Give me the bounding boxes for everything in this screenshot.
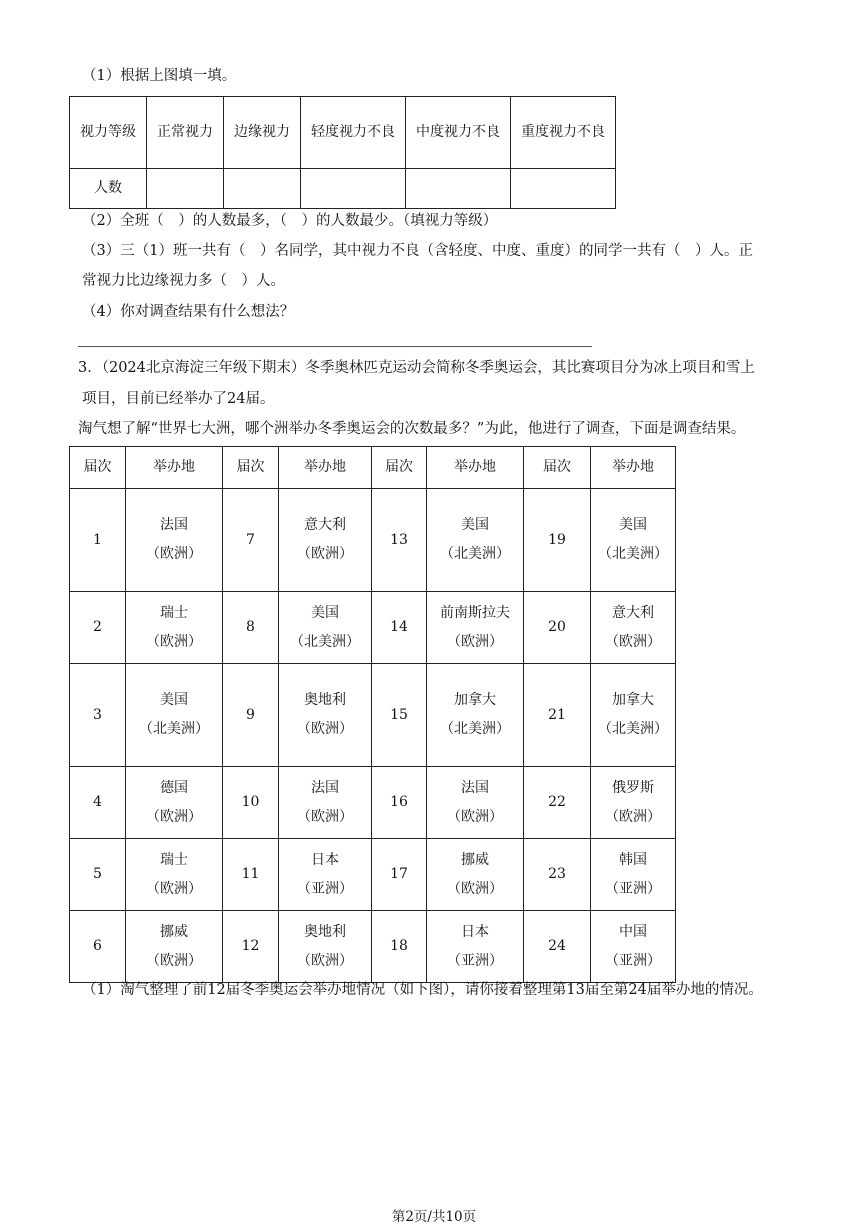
winter-olympics-host-table bbox=[69, 446, 676, 983]
edition-number: 6 bbox=[70, 911, 126, 983]
host-continent: （北美洲） bbox=[440, 546, 510, 562]
header-cell: 届次 bbox=[524, 447, 591, 489]
header-cell: 举办地 bbox=[591, 447, 676, 489]
header-cell: 边缘视力 bbox=[224, 97, 301, 169]
host-cell bbox=[591, 489, 676, 592]
host-cell bbox=[126, 489, 223, 592]
header-cell: 视力等级 bbox=[70, 97, 147, 169]
row-label: 人数 bbox=[70, 169, 147, 209]
edition-number: 10 bbox=[223, 767, 279, 839]
edition-number: 22 bbox=[524, 767, 591, 839]
host-country: 中国 bbox=[619, 923, 647, 940]
edition-number: 3 bbox=[70, 664, 126, 767]
host-cell bbox=[591, 839, 676, 911]
host-cell bbox=[279, 767, 372, 839]
edition-number: 17 bbox=[372, 839, 427, 911]
q2-sub3-line2: 常视力比边缘视力多（ ）人。 bbox=[82, 273, 285, 289]
host-country: 日本 bbox=[461, 923, 489, 940]
host-cell bbox=[427, 489, 524, 592]
host-country: 加拿大 bbox=[612, 692, 654, 708]
q2-sub4: （4）你对调查结果有什么想法？ bbox=[82, 304, 295, 320]
host-country: 美国 bbox=[619, 517, 647, 533]
host-cell bbox=[126, 664, 223, 767]
header-cell: 轻度视力不良 bbox=[301, 97, 406, 169]
host-country: 韩国 bbox=[619, 851, 647, 868]
header-cell: 正常视力 bbox=[147, 97, 224, 169]
host-cell bbox=[279, 839, 372, 911]
host-continent: （欧洲） bbox=[447, 808, 503, 825]
vision-level-table bbox=[69, 96, 616, 209]
edition-number: 1 bbox=[70, 489, 126, 592]
host-continent: （欧洲） bbox=[447, 880, 503, 897]
host-country: 法国 bbox=[461, 779, 489, 796]
edition-number: 5 bbox=[70, 839, 126, 911]
host-continent: （欧洲） bbox=[447, 633, 503, 650]
host-continent: （北美洲） bbox=[598, 546, 668, 562]
table-row bbox=[70, 489, 676, 592]
host-cell bbox=[126, 839, 223, 911]
edition-number: 23 bbox=[524, 839, 591, 911]
host-continent: （欧洲） bbox=[605, 633, 661, 650]
q3-intro-line3: 淘气想了解“世界七大洲，哪个洲举办冬季奥运会的次数最多？”为此，他进行了调查，下面是调查结果。 bbox=[78, 421, 746, 437]
answer-cell[interactable] bbox=[224, 169, 301, 209]
edition-number: 18 bbox=[372, 911, 427, 983]
answer-cell[interactable] bbox=[301, 169, 406, 209]
q2-sub1: （1）根据上图填一填。 bbox=[82, 68, 237, 84]
edition-number: 12 bbox=[223, 911, 279, 983]
host-country: 意大利 bbox=[304, 517, 346, 533]
edition-number: 14 bbox=[372, 592, 427, 664]
host-continent: （欧洲） bbox=[146, 808, 202, 825]
edition-number: 20 bbox=[524, 592, 591, 664]
host-cell bbox=[591, 592, 676, 664]
q2-sub3-line1: （3）三（1）班一共有（ ）名同学，其中视力不良（含轻度、中度、重度）的同学一共有（ ）人。正 bbox=[82, 243, 753, 259]
header-cell: 届次 bbox=[223, 447, 279, 489]
table-row bbox=[70, 911, 676, 983]
q2-sub2: （2）全班（ ）的人数最多，（ ）的人数最少。（填视力等级） bbox=[82, 213, 498, 229]
host-continent: （亚洲） bbox=[297, 880, 353, 897]
host-country: 美国 bbox=[160, 692, 188, 708]
host-continent: （欧洲） bbox=[605, 808, 661, 825]
host-continent: （欧洲） bbox=[146, 546, 202, 562]
host-cell bbox=[427, 767, 524, 839]
host-country: 法国 bbox=[311, 779, 339, 796]
edition-number: 24 bbox=[524, 911, 591, 983]
host-country: 挪威 bbox=[461, 851, 489, 868]
host-country: 挪威 bbox=[160, 923, 188, 940]
host-continent: （北美洲） bbox=[290, 633, 360, 650]
edition-number: 8 bbox=[223, 592, 279, 664]
host-continent: （欧洲） bbox=[146, 880, 202, 897]
host-cell bbox=[279, 592, 372, 664]
host-cell bbox=[126, 767, 223, 839]
host-cell bbox=[427, 911, 524, 983]
host-country: 德国 bbox=[160, 779, 188, 796]
host-continent: （欧洲） bbox=[297, 808, 353, 825]
edition-number: 4 bbox=[70, 767, 126, 839]
header-cell: 重度视力不良 bbox=[511, 97, 616, 169]
answer-cell[interactable] bbox=[406, 169, 511, 209]
table-row bbox=[70, 839, 676, 911]
edition-number: 19 bbox=[524, 489, 591, 592]
host-continent: （欧洲） bbox=[146, 952, 202, 969]
host-country: 前南斯拉夫 bbox=[440, 604, 510, 621]
q3-intro-line1: 3．（2024北京海淀三年级下期末）冬季奥林匹克运动会简称冬季奥运会，其比赛项目分为冰上项目和雪上 bbox=[78, 360, 755, 376]
host-country: 加拿大 bbox=[454, 692, 496, 708]
table-row bbox=[70, 664, 676, 767]
host-country: 美国 bbox=[461, 517, 489, 533]
edition-number: 15 bbox=[372, 664, 427, 767]
host-continent: （亚洲） bbox=[605, 880, 661, 897]
edition-number: 9 bbox=[223, 664, 279, 767]
host-cell bbox=[591, 767, 676, 839]
host-continent: （北美洲） bbox=[139, 721, 209, 737]
q3-sub1: （1）淘气整理了前12届冬季奥运会举办地情况（如下图），请你接着整理第13届至第24届举办地的情况。 bbox=[82, 982, 763, 998]
host-cell bbox=[591, 664, 676, 767]
edition-number: 11 bbox=[223, 839, 279, 911]
header-cell: 举办地 bbox=[126, 447, 223, 489]
host-continent: （欧洲） bbox=[297, 546, 353, 562]
host-country: 美国 bbox=[311, 604, 339, 621]
host-country: 俄罗斯 bbox=[612, 779, 654, 796]
host-cell bbox=[427, 592, 524, 664]
host-continent: （欧洲） bbox=[297, 952, 353, 969]
host-country: 法国 bbox=[160, 517, 188, 533]
edition-number: 13 bbox=[372, 489, 427, 592]
host-country: 瑞士 bbox=[160, 604, 188, 621]
host-country: 瑞士 bbox=[160, 851, 188, 868]
host-continent: （北美洲） bbox=[440, 721, 510, 737]
header-cell: 举办地 bbox=[279, 447, 372, 489]
host-country: 奥地利 bbox=[304, 692, 346, 708]
edition-number: 2 bbox=[70, 592, 126, 664]
edition-number: 7 bbox=[223, 489, 279, 592]
host-continent: （亚洲） bbox=[447, 952, 503, 969]
header-cell: 中度视力不良 bbox=[406, 97, 511, 169]
host-cell bbox=[279, 911, 372, 983]
host-cell bbox=[427, 839, 524, 911]
answer-cell[interactable] bbox=[147, 169, 224, 209]
host-country: 意大利 bbox=[612, 604, 654, 621]
host-continent: （亚洲） bbox=[605, 952, 661, 969]
host-cell bbox=[126, 592, 223, 664]
host-country: 奥地利 bbox=[304, 923, 346, 940]
edition-number: 16 bbox=[372, 767, 427, 839]
table-row bbox=[70, 767, 676, 839]
header-cell: 举办地 bbox=[427, 447, 524, 489]
q3-intro-line2: 项目，目前已经举办了24届。 bbox=[82, 391, 275, 407]
host-cell bbox=[591, 911, 676, 983]
host-continent: （北美洲） bbox=[598, 721, 668, 737]
answer-cell[interactable] bbox=[511, 169, 616, 209]
header-cell: 届次 bbox=[372, 447, 427, 489]
host-country: 日本 bbox=[311, 851, 339, 868]
host-continent: （欧洲） bbox=[297, 721, 353, 737]
host-cell bbox=[279, 489, 372, 592]
header-cell: 届次 bbox=[70, 447, 126, 489]
host-cell bbox=[279, 664, 372, 767]
table-row bbox=[70, 592, 676, 664]
answer-line[interactable] bbox=[78, 346, 592, 347]
host-continent: （欧洲） bbox=[146, 633, 202, 650]
page-footer: 第2页/共10页 bbox=[391, 1209, 477, 1225]
edition-number: 21 bbox=[524, 664, 591, 767]
host-cell bbox=[427, 664, 524, 767]
host-cell bbox=[126, 911, 223, 983]
